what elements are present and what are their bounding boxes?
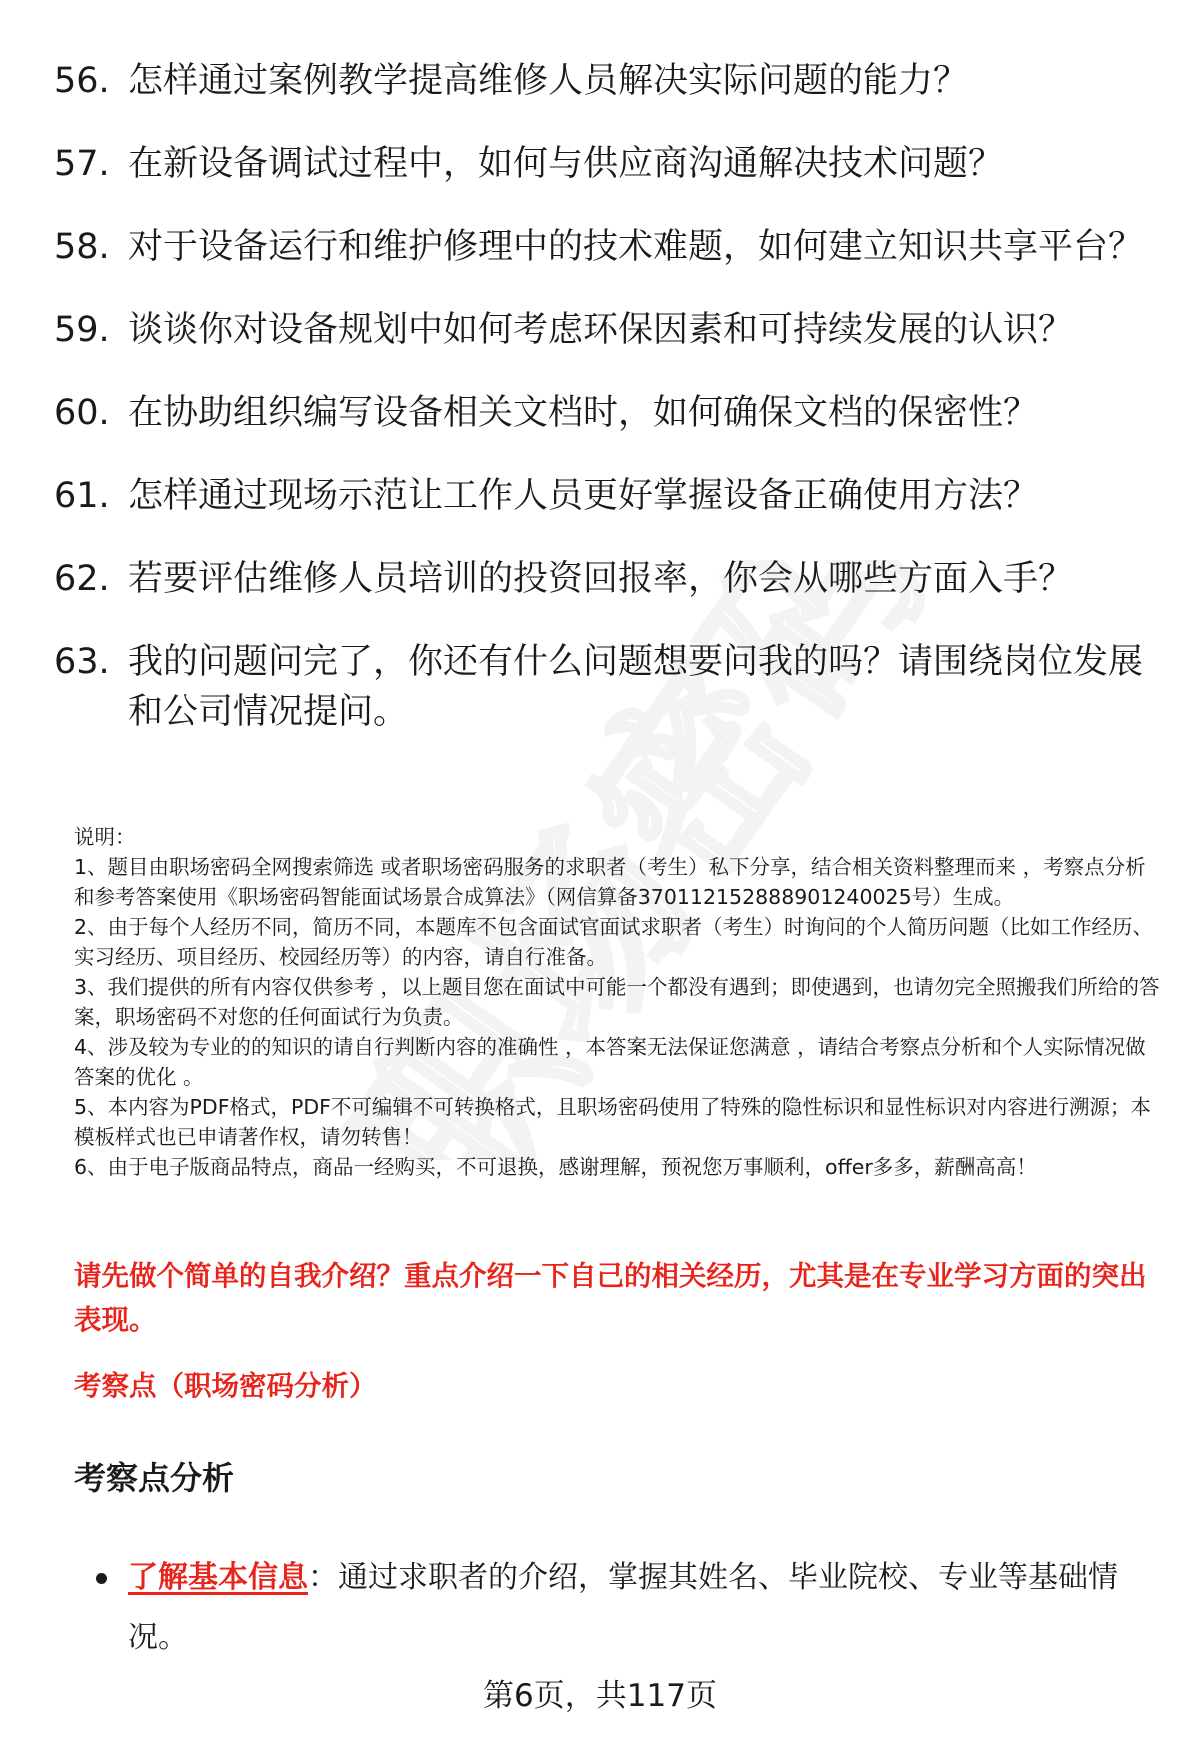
question-number: 60. [54, 393, 110, 433]
question-text: 对于设备运行和维护修理中的技术难题，如何建立知识共享平台？ [128, 227, 1144, 267]
question-number: 61. [54, 476, 110, 516]
bullet-content [96, 1548, 1136, 1668]
note-item: 6、由于电子版商品特点，商品一经购买，不可退换，感谢理解，预祝您万事顺利，offer多多，薪酬高高！ [74, 1155, 1037, 1179]
question-number: 58. [54, 227, 110, 267]
exam-point-heading: 考察点（职场密码分析） [74, 1370, 377, 1402]
question-text: 若要评估维修人员培训的投资回报率，你会从哪些方面入手？ [128, 559, 1074, 599]
bullet-dot-icon [96, 1573, 107, 1584]
bullet-key-term: 了解基本信息 [128, 1560, 308, 1595]
question-item [0, 637, 1148, 737]
question-item [0, 56, 1148, 106]
highlight-question: 请先做个简单的自我介绍？重点介绍一下自己的相关经历，尤其是在专业学习方面的突出表现。 [74, 1260, 1147, 1336]
question-text: 怎样通过现场示范让工作人员更好掌握设备正确使用方法？ [128, 476, 1039, 516]
note-item: 5、本内容为PDF格式，PDF不可编辑不可转换格式，且职场密码使用了特殊的隐性标识和显性标识对内容进行溯源；本模板样式也已申请著作权，请勿转售！ [74, 1095, 1151, 1149]
note-item: 4、涉及较为专业的的知识的请自行判断内容的准确性 ，本答案无法保证您满意 ，请结合考察点分析和个人实际情况做答案的优化 。 [74, 1035, 1146, 1089]
question-number: 56. [54, 61, 110, 101]
question-text: 怎样通过案例教学提高维修人员解决实际问题的能力？ [128, 61, 969, 101]
question-number: 57. [54, 144, 110, 184]
page-footer: 第6页，共117页 [483, 1678, 717, 1714]
note-item: 3、我们提供的所有内容仅供参考 ，以上题目您在面试中可能一个都没有遇到；即使遇到，也请勿完全照搬我们所给的答案，职场密码不对您的任何面试行为负责。 [74, 975, 1160, 1029]
analysis-bullet [96, 1548, 1136, 1668]
question-item [0, 305, 1148, 355]
question-item [0, 471, 1148, 521]
disclaimer-notes [74, 822, 1164, 1182]
question-text: 谈谈你对设备规划中如何考虑环保因素和可持续发展的认识？ [128, 310, 1074, 350]
question-number: 59. [54, 310, 110, 350]
question-list [0, 56, 1200, 770]
note-item: 1、题目由职场密码全网搜索筛选 或者职场密码服务的求职者（考生）私下分享，结合相关资料整理而来 ，考察点分析和参考答案使用《职场密码智能面试场景合成算法》（网信算备370112152888901240025号）生成。 [74, 855, 1146, 909]
question-item [0, 222, 1148, 272]
note-item: 2、由于每个人经历不同，简历不同，本题库不包含面试官面试求职者（考生）时询问的个人简历问题（比如工作经历、实习经历、项目经历、校园经历等）的内容，请自行准备。 [74, 915, 1154, 969]
question-item [0, 139, 1148, 189]
question-text: 在新设备调试过程中，如何与供应商沟通解决技术问题？ [128, 144, 1004, 184]
question-text: 在协助组织编写设备相关文档时，如何确保文档的保密性？ [128, 393, 1039, 433]
notes-heading: 说明： [74, 825, 136, 849]
question-item [0, 554, 1148, 604]
question-number: 62. [54, 559, 110, 599]
question-number: 63. [54, 642, 110, 682]
analysis-heading: 考察点分析 [74, 1459, 235, 1497]
bullet-text: ：通过求职者的介绍，掌握其姓名、毕业院校、专业等基础情况。 [128, 1560, 1118, 1655]
question-item [0, 388, 1148, 438]
question-text: 我的问题问完了，你还有什么问题想要问我的吗？请围绕岗位发展和公司情况提问。 [128, 642, 1144, 732]
